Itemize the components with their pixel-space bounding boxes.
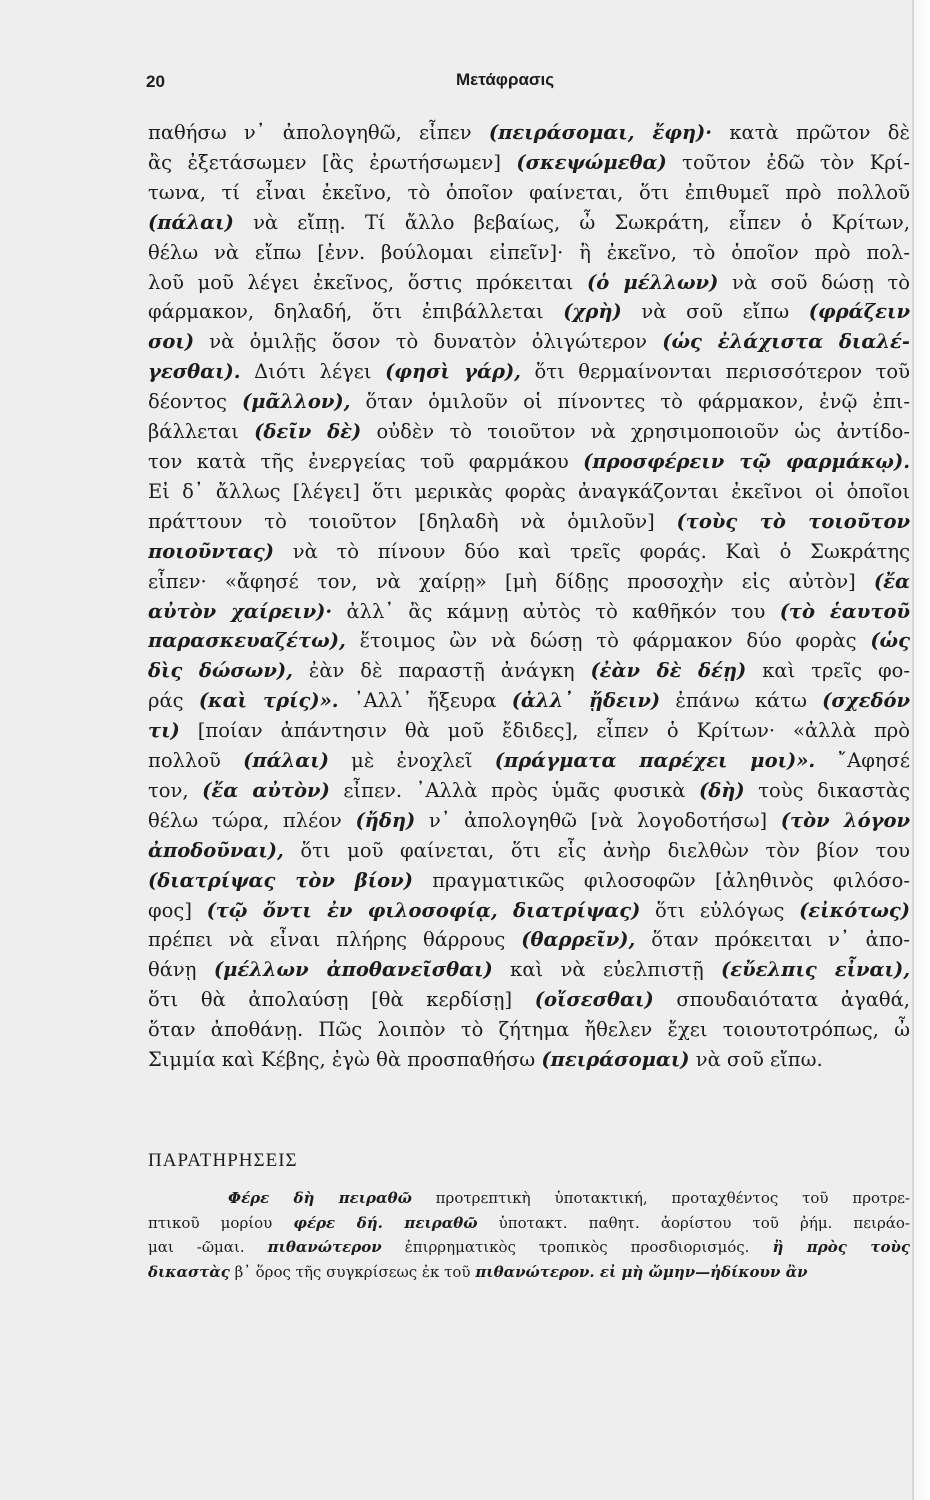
text-run: ἂς ἐξετάσωμεν [ἂς ἐρωτήσωμεν] (148, 150, 517, 174)
original-greek-phrase: (εὔελπις εἶναι), (721, 958, 910, 982)
text-run: νὰ σοῦ δώσῃ τὸ (718, 270, 910, 294)
text-line (148, 507, 910, 537)
original-greek-phrase: (τὸ ἑαυτοῦ (779, 599, 910, 623)
text-run: τοῦτον ἐδῶ τὸν Κρί- (666, 150, 910, 174)
text-line (148, 238, 910, 268)
text-run: ἐὰν δὲ παραστῇ ἀνάγκη (292, 659, 591, 683)
original-greek-phrase: (εἰκότως) (799, 898, 910, 922)
text-line (148, 537, 910, 567)
text-line (148, 447, 910, 477)
text-run: φος] (148, 898, 207, 922)
original-greek-phrase: παρασκευαζέτω), (148, 629, 346, 653)
original-greek-phrase: (πάλαι) (243, 749, 329, 773)
original-greek-phrase: (ἐὰν δὲ δέῃ) (590, 659, 747, 683)
text-line (148, 597, 910, 627)
text-line (148, 985, 910, 1015)
original-greek-phrase: (πράγματα παρέχει μοι)». (494, 749, 816, 773)
original-greek-phrase: δὶς δώσων), (148, 659, 293, 683)
text-line (148, 806, 910, 836)
text-line (148, 955, 910, 985)
original-greek-phrase: (ἔα (873, 569, 910, 593)
original-greek-phrase: πιθανώτερον (267, 1238, 382, 1256)
original-greek-phrase: (προσφέρειν τῷ φαρμάκῳ). (583, 449, 910, 473)
text-line (148, 387, 910, 417)
text-line (148, 118, 910, 148)
text-run: ῎Αφησέ (815, 749, 910, 773)
original-greek-phrase: (μέλλων ἀποθανεῖσθαι) (213, 958, 493, 982)
original-greek-phrase: (οἴσεσθαι) (534, 988, 654, 1012)
original-greek-phrase: (δὴ) (699, 778, 745, 802)
text-run: νὰ σοῦ εἴπω (621, 300, 809, 324)
text-run: κατὰ πρῶτον δὲ (712, 121, 910, 144)
text-line (148, 567, 910, 597)
running-title: Μετάφρασις (456, 70, 555, 89)
text-run: ὅταν ὁμιλοῦν οἱ πίνοντες τὸ φάρμακον, ἐνῷ ἐπι- (350, 390, 910, 414)
text-run: προτρεπτικὴ ὑποτακτική, προταχθέντος τοῦ προτρε- (411, 1189, 910, 1207)
original-greek-phrase: Φέρε δὴ πειραθῶ (228, 1189, 412, 1207)
original-greek-phrase: (ἀλλ᾽ ᾔδειν) (511, 689, 661, 713)
text-run: ὅτι θερμαίνονται περισσότερον τοῦ (520, 360, 910, 384)
text-line (148, 925, 910, 955)
original-greek-phrase: (φράζειν (808, 300, 910, 324)
notes-text (148, 1186, 910, 1284)
original-greek-phrase: (ὡς (870, 629, 910, 653)
text-run: σπουδαιότατα ἀγαθά, (653, 988, 910, 1012)
original-greek-phrase: (διατρίψας τὸν βίον) (148, 868, 413, 892)
original-greek-phrase: δικαστὰς (148, 1262, 230, 1281)
original-greek-phrase: (θαρρεῖν), (521, 928, 636, 952)
text-run: ὅταν πρόκειται ν᾽ ἀπο- (635, 928, 910, 952)
text-run: νὰ σοῦ εἴπω. (689, 1048, 823, 1072)
original-greek-phrase: (σχεδόν (822, 689, 910, 713)
text-line (148, 148, 910, 178)
text-run: τωνα, τί εἶναι ἐκεῖνο, τὸ ὁποῖον φαίνεται, ὅτι ἐπιθυμεῖ πρὸ πολλοῦ (148, 180, 910, 204)
original-greek-phrase: (φησὶ γάρ), (385, 360, 521, 384)
text-run: θέλω τώρα, πλέον (148, 808, 356, 832)
original-greek-phrase: (ἔα αὐτὸν) (202, 778, 330, 802)
text-run: τοὺς δικαστὰς (744, 778, 910, 802)
text-run: ν᾽ ἀπολογηθῶ [νὰ λογοδοτήσω] (415, 808, 781, 832)
original-greek-phrase: πιθανώτερον. εἰ μὴ ὤμην—ἠδίκουν ἂν (475, 1262, 808, 1281)
text-line (148, 268, 910, 298)
original-greek-phrase: (ὁ μέλλων) (587, 270, 719, 294)
original-greek-phrase: (δεῖν δὲ) (254, 420, 362, 444)
text-run: εἶπεν· «ἄφησέ τον, νὰ χαίρῃ» [μὴ δίδῃς προσοχὴν εἰς αὐτὸν] (148, 569, 874, 593)
text-run: ὅτι μοῦ φαίνεται, ὅτι εἷς ἀνὴρ διελθὼν τὸν βίον του (283, 838, 910, 862)
text-run: μαι -ῶμαι. (148, 1238, 268, 1256)
text-run: ὅτι θὰ ἀπολαύσῃ [θὰ κερδίσῃ] (148, 988, 535, 1012)
text-run: πράττουν τὸ τοιοῦτον [δηλαδὴ νὰ ὁμιλοῦν] (148, 509, 677, 533)
text-run: νὰ ὁμιλῇς ὅσον τὸ δυνατὸν ὀλιγώτερον (194, 330, 663, 354)
original-greek-phrase: (ἤδη) (355, 808, 416, 832)
text-run: ράς (148, 689, 199, 713)
original-greek-phrase: ποιοῦντας) (148, 539, 275, 563)
original-greek-phrase: (ὡς ἐλάχιστα διαλέ- (662, 330, 910, 354)
original-greek-phrase: γεσθαι). (148, 360, 241, 384)
text-run: ὅτι εὐλόγως (640, 898, 800, 922)
original-greek-phrase: (πειράσομαι) (541, 1048, 690, 1072)
text-run: τον, (148, 778, 203, 802)
text-run: β᾽ ὅρος τῆς συγκρίσεως ἐκ τοῦ (229, 1262, 476, 1281)
text-line (148, 716, 910, 746)
original-greek-phrase: σοι) (148, 330, 195, 354)
original-greek-phrase: (πάλαι) (148, 210, 234, 234)
original-greek-phrase: (σκεψώμεθα) (516, 150, 667, 174)
text-line (148, 896, 910, 926)
notes-heading: ΠΑΡΑΤΗΡΗΣΕΙΣ (148, 1150, 298, 1171)
note-line (148, 1186, 910, 1211)
text-run: πρέπει νὰ εἶναι πλήρης θάρρους (148, 928, 522, 952)
text-run: Διότι λέγει (240, 360, 386, 384)
text-run: φάρμακον, δηλαδή, ὅτι ἐπιβάλλεται (148, 300, 564, 324)
text-run: οὐδὲν τὸ τοιοῦτον νὰ χρησιμοποιοῦν ὡς ἀντίδο- (361, 420, 910, 444)
text-run: ἀλλ᾽ ἂς κάμνῃ αὐτὸς τὸ καθῆκόν του (332, 599, 780, 623)
text-line (148, 178, 910, 208)
text-line (148, 1045, 910, 1075)
original-greek-phrase: ἢ πρὸς τοὺς (772, 1238, 910, 1256)
original-greek-phrase: (τοὺς τὸ τοιοῦτον (676, 509, 910, 533)
text-run: τον κατὰ τῆς ἐνεργείας τοῦ φαρμάκου (148, 449, 584, 473)
text-run: πραγματικῶς φιλοσοφῶν [ἀληθινὸς φιλόσο- (412, 868, 910, 892)
original-greek-phrase: (τῷ ὄντι ἐν φιλοσοφίᾳ, διατρίψας) (206, 898, 641, 922)
text-run: παθήσω ν᾽ ἀπολογηθῶ, εἶπεν (148, 121, 489, 144)
text-line (148, 626, 910, 656)
text-run: δέοντος (148, 390, 242, 414)
text-run: ᾽Αλλ᾽ ἤξευρα (338, 689, 512, 713)
text-run: καὶ νὰ εὐελπιστῇ (492, 958, 722, 982)
text-run: θάνῃ (148, 958, 214, 982)
text-run: καὶ τρεῖς φο- (746, 659, 910, 683)
text-run: εἶπεν. ᾽Αλλὰ πρὸς ὑμᾶς φυσικὰ (329, 778, 700, 802)
text-run: Εἰ δ᾽ ἄλλως [λέγει] ὅτι μερικὰς φορὰς ἀναγκάζονται ἐκεῖνοι οἱ ὁποῖοι (148, 479, 910, 503)
original-greek-phrase: (πειράσομαι, ἔφη)· (488, 121, 713, 144)
text-line (148, 686, 910, 716)
text-run: βάλλεται (148, 420, 255, 444)
original-greek-phrase: (μᾶλλον), (241, 390, 351, 414)
text-run: μὲ ἐνοχλεῖ (328, 749, 495, 773)
original-greek-phrase: (χρὴ) (563, 300, 622, 324)
text-line (148, 746, 910, 776)
text-line (148, 417, 910, 447)
original-greek-phrase: (καὶ τρίς)». (198, 689, 339, 713)
text-run: πτικοῦ μορίου (148, 1213, 294, 1232)
text-run: Σιμμία καὶ Κέβης, ἐγὼ θὰ προσπαθήσω (148, 1048, 542, 1072)
text-line (148, 656, 910, 686)
text-run: ἕτοιμος ὢν νὰ δώσῃ τὸ φάρμακον δύο φορὰς (345, 629, 871, 653)
text-run: πολλοῦ (148, 749, 244, 773)
original-greek-phrase: φέρε δή. πειραθῶ (293, 1213, 478, 1232)
original-greek-phrase: τι) (148, 719, 180, 743)
translation-text (148, 118, 910, 1075)
text-run: ἐπάνω κάτω (660, 689, 823, 713)
text-run: λοῦ μοῦ λέγει ἐκεῖνος, ὅστις πρόκειται (148, 270, 588, 294)
original-greek-phrase: (τὸν λόγον (780, 808, 910, 832)
page-edge (914, 0, 930, 1500)
original-greek-phrase: αὐτὸν χαίρειν)· (148, 599, 333, 623)
text-line (148, 208, 910, 238)
text-line (148, 477, 910, 507)
page-number: 20 (146, 72, 165, 91)
text-line (148, 866, 910, 896)
original-greek-phrase: ἀποδοῦναι), (148, 838, 284, 862)
text-run: νὰ εἴπῃ. Τί ἄλλο βεβαίως, ὦ Σωκράτη, εἶπεν ὁ Κρίτων, (233, 210, 910, 234)
text-line (148, 297, 910, 327)
note-line (148, 1260, 910, 1285)
text-line (148, 836, 910, 866)
text-line (148, 776, 910, 806)
text-run: [ποίαν ἀπάντησιν θὰ μοῦ ἔδιδες], εἶπεν ὁ Κρίτων· «ἀλλὰ πρὸ (179, 719, 910, 743)
text-run: θέλω νὰ εἴπω [ἐνν. βούλομαι εἰπεῖν]· ἢ ἐκεῖνο, τὸ ὁποῖον πρὸ πολ- (148, 240, 910, 264)
text-line (148, 327, 910, 357)
note-line (148, 1211, 910, 1236)
text-line (148, 357, 910, 387)
text-run: ὅταν ἀποθάνῃ. Πῶς λοιπὸν τὸ ζήτημα ἤθελεν ἔχει τοιουτοτρόπως, ὦ (148, 1018, 910, 1042)
text-run: ὑποτακτ. παθητ. ἀορίστου τοῦ ῥήμ. πειράο- (477, 1213, 910, 1232)
text-run: ἐπιρρηματικὸς τροπικὸς προσδιορισμός. (381, 1238, 773, 1256)
note-line (148, 1235, 910, 1260)
text-line (148, 1015, 910, 1045)
text-run: νὰ τὸ πίνουν δύο καὶ τρεῖς φοράς. Καὶ ὁ Σωκράτης (274, 539, 910, 563)
